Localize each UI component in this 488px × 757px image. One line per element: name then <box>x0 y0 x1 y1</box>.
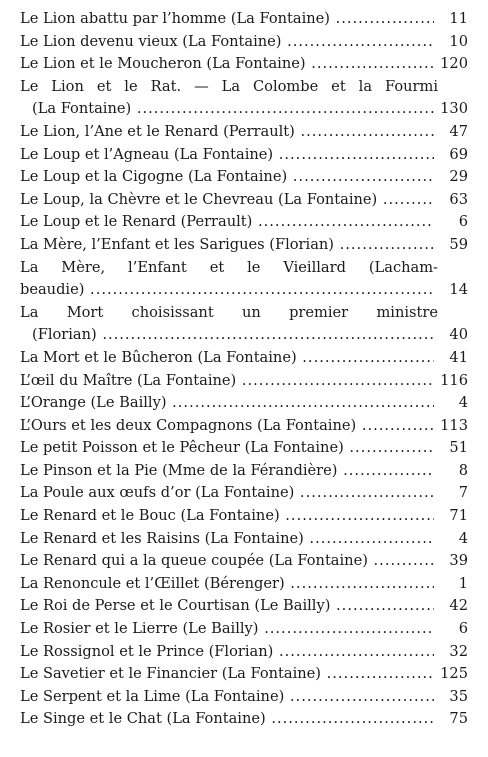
entry-title: Le Lion, l’Ane et le Renard (Perrault) ..... <box>20 121 434 144</box>
toc-entry <box>20 528 468 551</box>
entry-title: Le Renard qui a la queue coupée (La Fontaine) ..... <box>20 550 434 573</box>
entry-page: 6 <box>458 213 468 231</box>
entry-title: Le Pinson et la Pie (Mme de la Férandière) ..... <box>20 460 434 483</box>
entry-page: 69 <box>449 145 468 163</box>
toc-entry <box>20 211 468 234</box>
toc-entry <box>20 302 468 347</box>
entry-page: 42 <box>449 597 468 615</box>
toc-entry <box>20 415 468 438</box>
entry-title: Le Loup et l’Agneau (La Fontaine) ..... <box>20 144 434 167</box>
entry-page: 8 <box>458 461 468 479</box>
toc-entry <box>20 121 468 144</box>
entry-page: 63 <box>449 190 468 208</box>
entry-page: 75 <box>449 710 468 728</box>
entry-page: 6 <box>458 620 468 638</box>
toc-entry <box>20 347 468 370</box>
toc-entry <box>20 708 468 731</box>
entry-title: La Mort et le Bûcheron (La Fontaine) ..... <box>20 347 434 370</box>
toc-entry <box>20 8 468 31</box>
table-of-contents <box>20 8 468 731</box>
toc-entry <box>20 370 468 393</box>
entry-title: Le Singe et le Chat (La Fontaine) ..... <box>20 708 434 731</box>
entry-page: 71 <box>449 507 468 525</box>
entry-title-line1: Le Lion et le Rat. — La Colombe et la Fourmi <box>20 77 438 95</box>
toc-entry <box>20 686 468 709</box>
entry-title: Le Lion et le Moucheron (La Fontaine) ..... <box>20 53 434 76</box>
entry-title: Le Loup et le Renard (Perrault) ..... <box>20 211 434 234</box>
entry-page: 47 <box>449 122 468 140</box>
entry-page: 51 <box>449 439 468 457</box>
toc-entry <box>20 505 468 528</box>
entry-page: 35 <box>449 687 468 705</box>
entry-page: 29 <box>449 168 468 186</box>
toc-entry <box>20 460 468 483</box>
entry-title: Le Renard et les Raisins (La Fontaine) ..... <box>20 528 434 551</box>
entry-title: L’œil du Maître (La Fontaine) ..... <box>20 370 434 393</box>
entry-title: beaudie) ..... <box>20 279 434 302</box>
entry-page: 40 <box>449 326 468 344</box>
entry-title: Le Roi de Perse et le Courtisan (Le Bailly) ..... <box>20 595 434 618</box>
entry-title-line1: La Mère, l’Enfant et le Vieillard (Lacham- <box>20 258 438 276</box>
entry-title: Le Serpent et la Lime (La Fontaine) ..... <box>20 686 434 709</box>
toc-entry <box>20 550 468 573</box>
entry-page: 39 <box>449 552 468 570</box>
entry-title: Le Lion abattu par l’homme (La Fontaine) ..... <box>20 8 434 31</box>
entry-title: L’Orange (Le Bailly) ..... <box>20 392 434 415</box>
entry-page: 4 <box>458 529 468 547</box>
entry-title: Le Loup, la Chèvre et le Chevreau (La Fontaine) ..... <box>20 189 434 212</box>
entry-title: L’Ours et les deux Compagnons (La Fontaine) ..... <box>20 415 434 438</box>
toc-entry <box>20 31 468 54</box>
entry-page: 4 <box>458 394 468 412</box>
toc-entry <box>20 257 468 302</box>
toc-entry <box>20 595 468 618</box>
entry-title: Le Rosier et le Lierre (Le Bailly) ..... <box>20 618 434 641</box>
entry-page: 41 <box>449 348 468 366</box>
entry-page: 113 <box>440 416 468 434</box>
toc-entry <box>20 573 468 596</box>
entry-page: 32 <box>449 642 468 660</box>
toc-entry <box>20 166 468 189</box>
toc-entry <box>20 618 468 641</box>
entry-page: 10 <box>449 32 468 50</box>
toc-entry <box>20 641 468 664</box>
entry-title: Le petit Poisson et le Pêcheur (La Fontaine) ..... <box>20 437 434 460</box>
entry-page: 11 <box>449 10 468 27</box>
entry-page: 1 <box>458 574 468 592</box>
toc-entry <box>20 234 468 257</box>
toc-entry <box>20 76 468 121</box>
entry-title: La Poule aux œufs d’or (La Fontaine) ..... <box>20 482 434 505</box>
toc-entry <box>20 53 468 76</box>
toc-entry <box>20 482 468 505</box>
entry-title: La Mère, l’Enfant et les Sarigues (Florian) ..... <box>20 234 434 257</box>
entry-title: Le Loup et la Cigogne (La Fontaine) ..... <box>20 166 434 189</box>
toc-entry <box>20 663 468 686</box>
toc-entry <box>20 437 468 460</box>
entry-page: 7 <box>458 484 468 502</box>
entry-page: 120 <box>440 55 468 73</box>
entry-page: 130 <box>440 100 468 118</box>
toc-entry <box>20 144 468 167</box>
toc-entry <box>20 392 468 415</box>
toc-entry <box>20 189 468 212</box>
entry-title: Le Lion devenu vieux (La Fontaine) ..... <box>20 31 434 54</box>
entry-title: Le Savetier et le Financier (La Fontaine) ..... <box>20 663 434 686</box>
entry-title-line1: La Mort choisissant un premier ministre <box>20 303 438 321</box>
entry-page: 116 <box>440 371 468 389</box>
entry-page: 59 <box>449 235 468 253</box>
entry-title: La Renoncule et l’Œillet (Bérenger) ..... <box>20 573 434 596</box>
entry-page: 14 <box>449 281 468 299</box>
entry-title: (Florian) ..... <box>32 324 434 347</box>
entry-title: Le Renard et le Bouc (La Fontaine) ..... <box>20 505 434 528</box>
entry-page: 125 <box>440 665 468 683</box>
entry-title: Le Rossignol et le Prince (Florian) ..... <box>20 641 434 664</box>
entry-title: (La Fontaine) ..... <box>32 98 434 121</box>
